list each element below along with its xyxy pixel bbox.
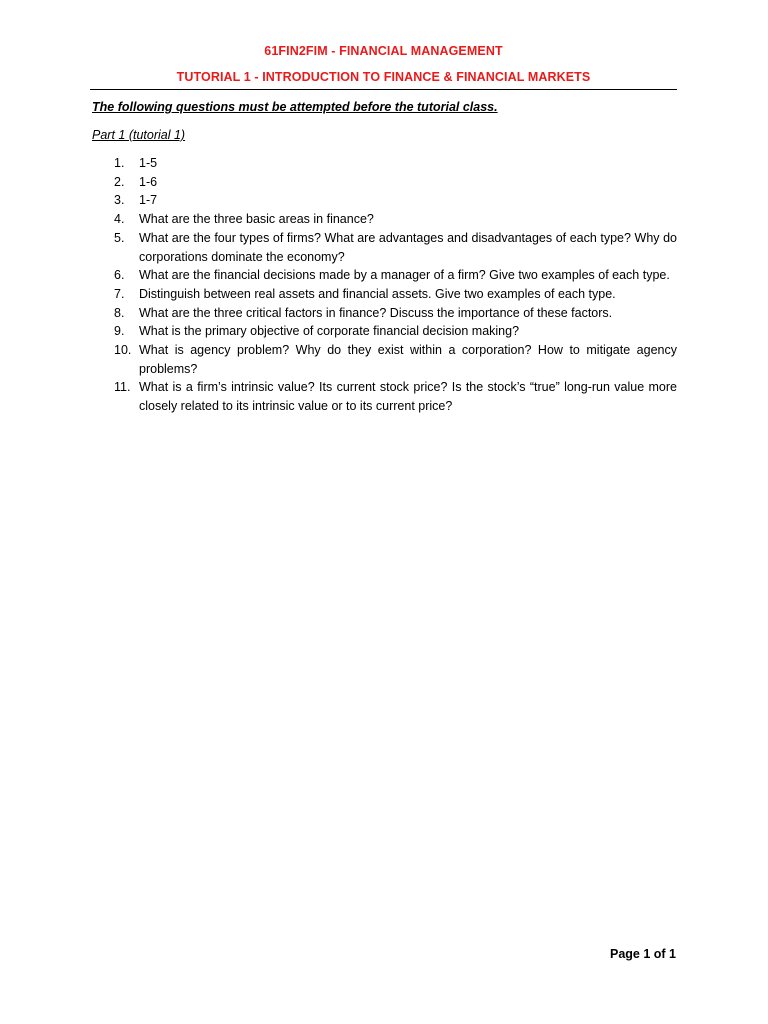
page-number: Page 1 of 1 xyxy=(610,947,676,961)
question-number: 9. xyxy=(114,324,125,339)
list-item xyxy=(92,322,677,341)
list-item xyxy=(92,266,677,285)
list-item xyxy=(92,173,677,192)
question-number: 6. xyxy=(114,268,125,283)
header-divider xyxy=(90,89,677,90)
question-text: What are the four types of firms? What are advantages and disadvantages of each type? Why do corporations dominate the economy? xyxy=(139,230,677,264)
list-item xyxy=(92,378,677,415)
list-item xyxy=(92,341,677,378)
question-text: What is the primary objective of corporate financial decision making? xyxy=(139,324,520,339)
question-number: 2. xyxy=(114,174,125,189)
course-title: 61FIN2FIM - FINANCIAL MANAGEMENT xyxy=(264,44,503,58)
question-number: 4. xyxy=(114,212,125,227)
question-number: 11. xyxy=(114,380,131,395)
question-text: Distinguish between real assets and financial assets. Give two examples of each type. xyxy=(139,286,616,301)
question-number: 3. xyxy=(114,193,125,208)
question-text: What is a firm’s intrinsic value? Its current stock price? Is the stock’s “true” long-run value more closely related to its intrinsic value or to its current price? xyxy=(139,380,677,414)
part-label: Part 1 (tutorial 1) xyxy=(92,128,186,142)
list-item xyxy=(92,210,677,229)
question-number: 1. xyxy=(114,156,125,170)
question-list xyxy=(92,154,677,416)
list-item xyxy=(92,285,677,304)
list-item xyxy=(92,229,677,266)
question-text: What are the three critical factors in finance? Discuss the importance of these factors. xyxy=(139,305,613,320)
tutorial-title: TUTORIAL 1 - INTRODUCTION TO FINANCE & FINANCIAL MARKETS xyxy=(176,70,591,84)
question-number: 8. xyxy=(114,305,125,320)
question-text: 1-7 xyxy=(139,193,158,208)
intro-instruction: The following questions must be attempted before the tutorial class. xyxy=(92,100,498,114)
question-text: What is agency problem? Why do they exist within a corporation? How to mitigate agency problems? xyxy=(139,343,677,376)
question-text: What are the financial decisions made by a manager of a firm? Give two examples of each type. xyxy=(139,268,670,283)
list-item xyxy=(92,154,677,173)
question-text: What are the three basic areas in finance? xyxy=(139,212,374,227)
question-text: 1-5 xyxy=(139,156,158,170)
list-item xyxy=(92,191,677,210)
question-number: 5. xyxy=(114,230,125,245)
question-text: 1-6 xyxy=(139,174,158,189)
question-number: 10. xyxy=(114,343,132,358)
list-item xyxy=(92,304,677,323)
question-number: 7. xyxy=(114,286,125,301)
